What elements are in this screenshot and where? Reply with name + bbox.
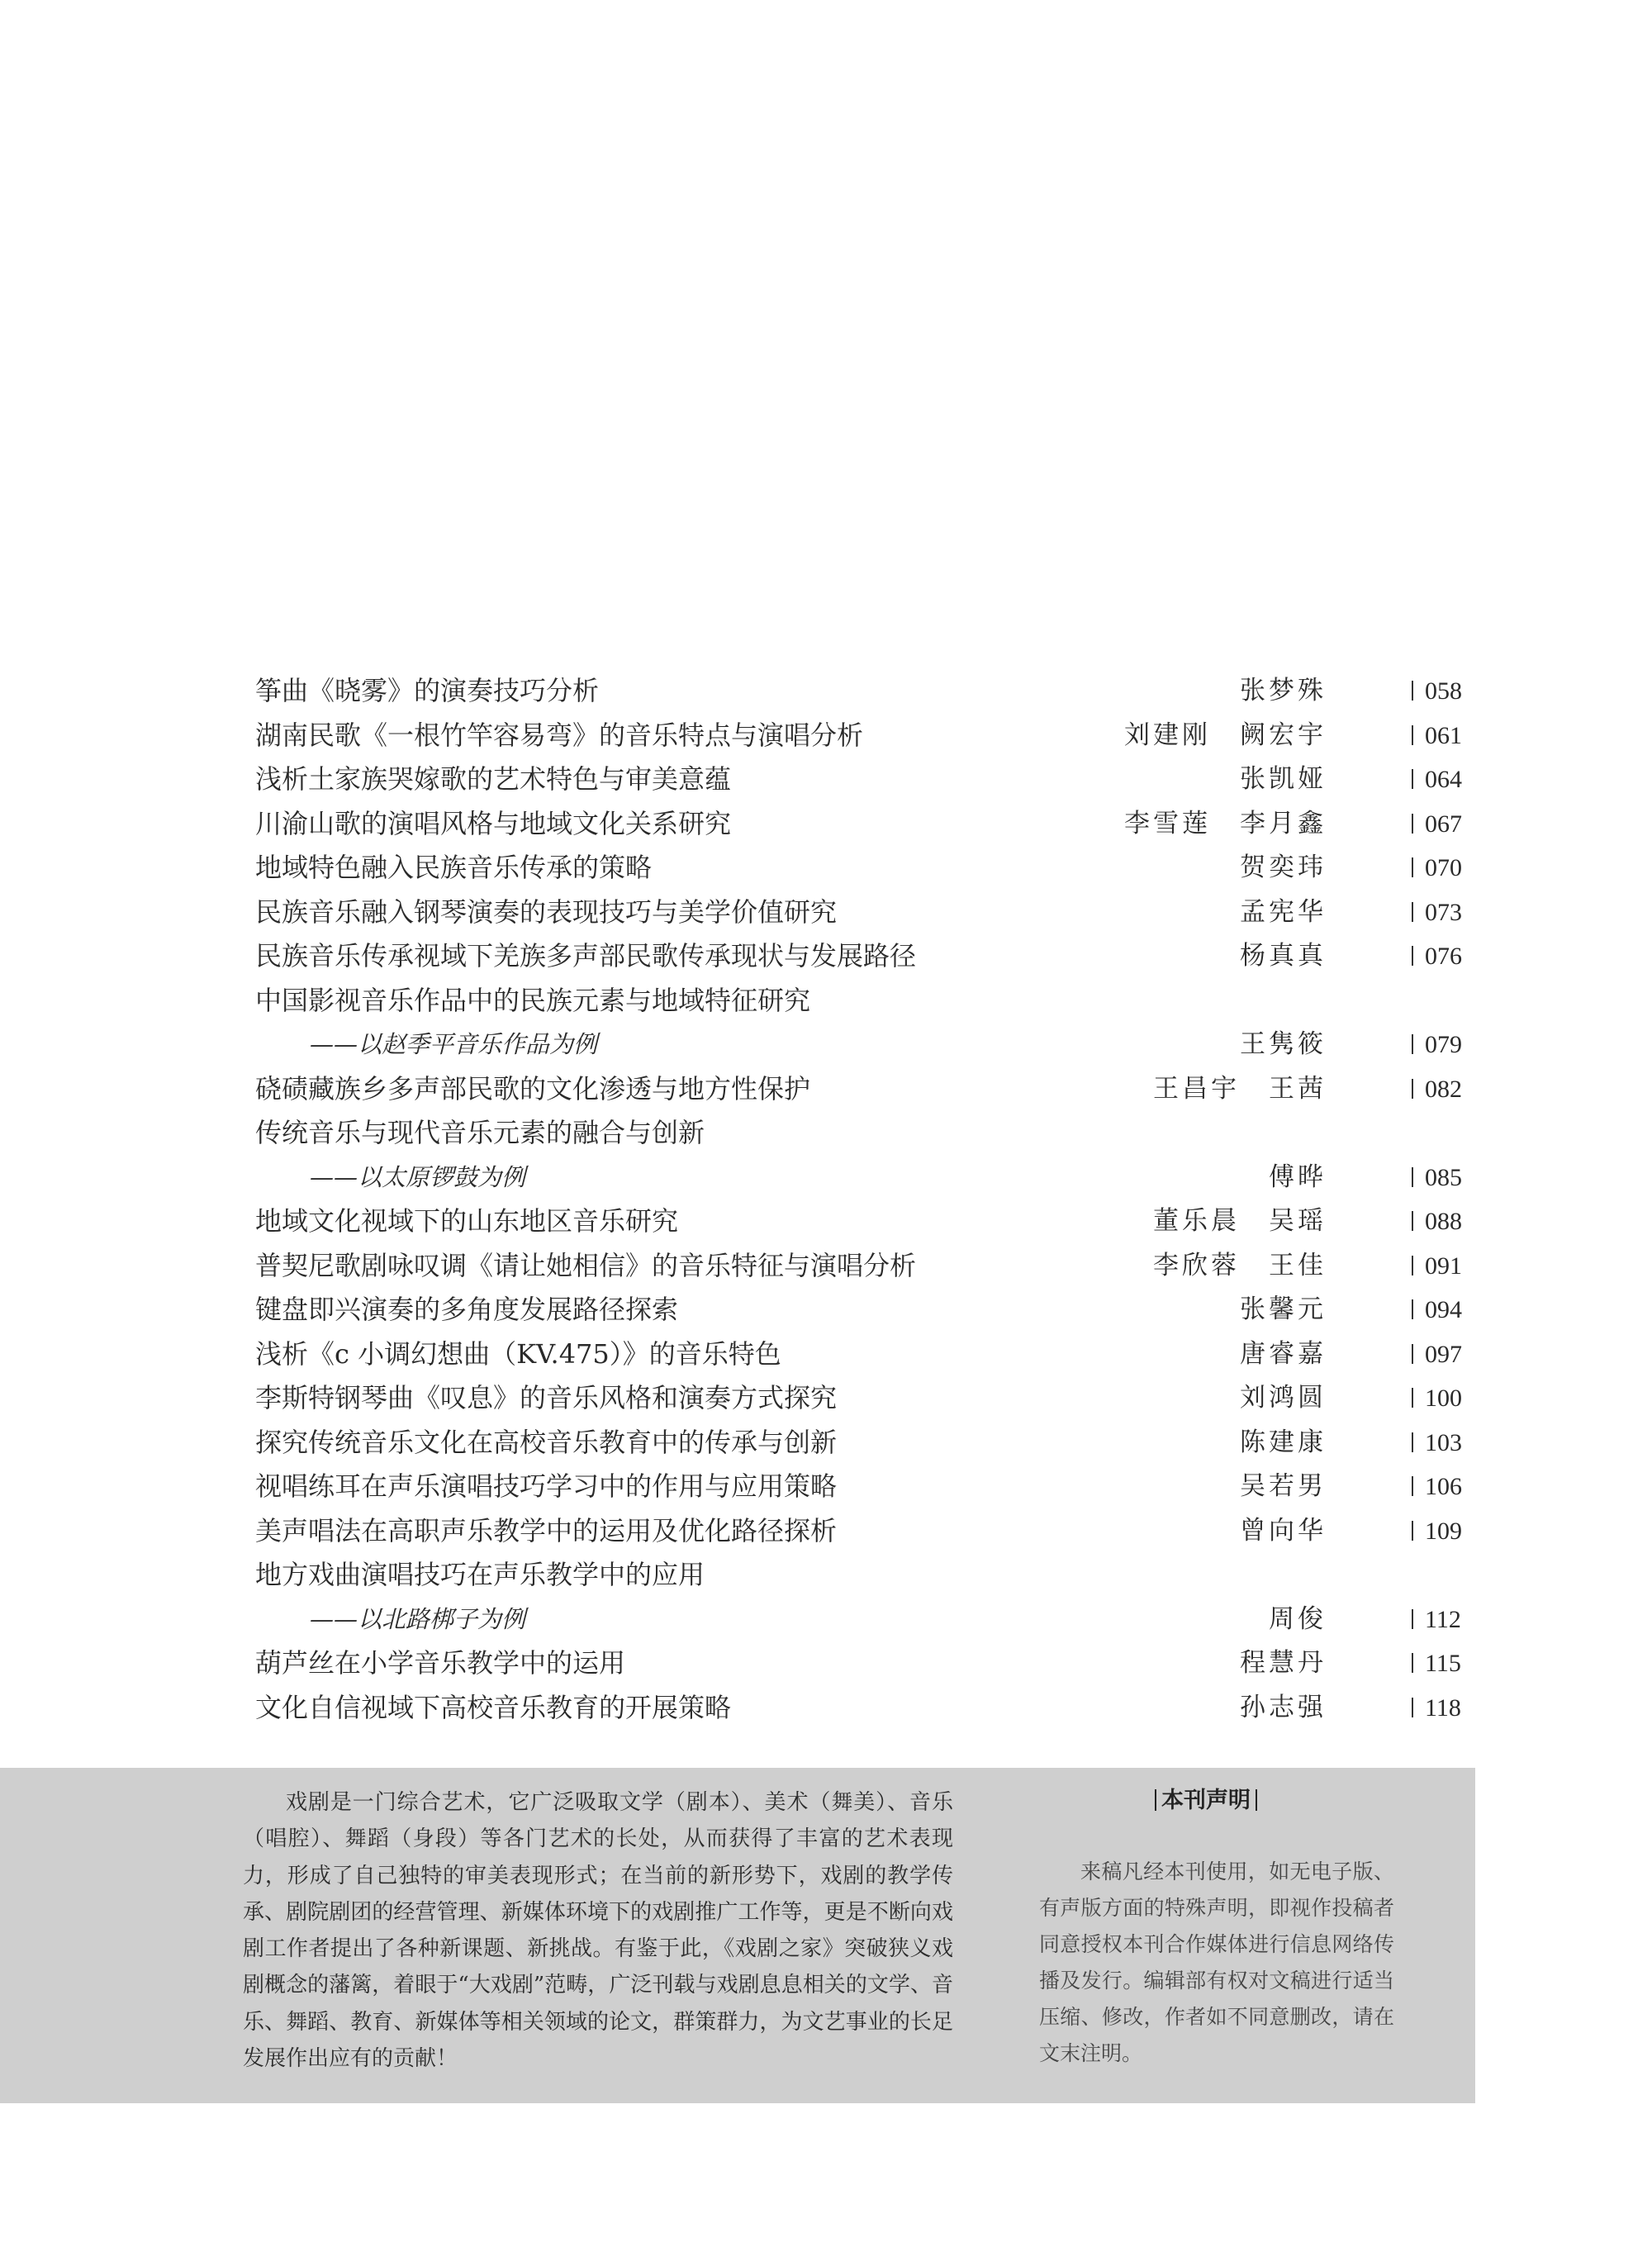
toc-title: 硗碛藏族乡多声部民歌的文化渗透与地方性保护 — [255, 1072, 811, 1104]
toc-title: 地域文化视域下的山东地区音乐研究 — [255, 1205, 679, 1237]
toc-title: 川渝山歌的演唱风格与地域文化关系研究 — [255, 807, 732, 839]
toc-title: 葫芦丝在小学音乐教学中的运用 — [255, 1647, 626, 1679]
toc-title: 文化自信视域下高校音乐教育的开展策略 — [255, 1691, 732, 1723]
toc-author: 孙志强 — [1240, 1692, 1327, 1722]
toc-title: 探究传统音乐文化在高校音乐教育中的传承与创新 — [255, 1426, 838, 1458]
toc-subtitle: ——以北路梆子为例 — [310, 1604, 526, 1633]
toc-row[interactable] — [255, 1244, 1469, 1289]
footer-panel — [0, 1768, 1475, 2103]
toc-author: 张馨元 — [1240, 1294, 1327, 1324]
toc-page-number: 100 — [1412, 1376, 1462, 1421]
toc-title: 中国影视音乐作品中的民族元素与地域特征研究 — [255, 984, 811, 1016]
toc-title: 浅析《c 小调幻想曲（KV.475）》的音乐特色 — [255, 1337, 781, 1370]
toc-author: 傅晔 — [1269, 1161, 1327, 1192]
divider-bar-right — [1256, 1789, 1257, 1811]
toc-page-number: 058 — [1412, 669, 1462, 714]
toc-row[interactable] — [255, 979, 1469, 1024]
toc-page-number: 109 — [1412, 1509, 1462, 1554]
toc-row[interactable] — [255, 802, 1469, 847]
toc-title: 视唱练耳在声乐演唱技巧学习中的作用与应用策略 — [255, 1470, 838, 1502]
toc-title: 美声唱法在高职声乐教学中的运用及优化路径探析 — [255, 1514, 838, 1546]
toc-title: 民族音乐融入钢琴演奏的表现技巧与美学价值研究 — [255, 895, 838, 928]
toc-row[interactable] — [255, 1067, 1469, 1112]
toc-page-number: 061 — [1412, 714, 1462, 758]
toc-author: 陈建康 — [1240, 1427, 1327, 1457]
toc-row[interactable] — [255, 669, 1469, 714]
divider-bar-left — [1155, 1789, 1156, 1811]
toc-title: 浅析土家族哭嫁歌的艺术特色与审美意蕴 — [255, 763, 732, 795]
toc-author: 刘建刚 阙宏宇 — [1124, 720, 1327, 750]
toc-page-number: 082 — [1412, 1067, 1462, 1112]
toc-author: 曾向华 — [1240, 1515, 1327, 1546]
toc-page-number: 067 — [1412, 802, 1462, 847]
toc-author: 董乐晨 吴瑶 — [1153, 1206, 1327, 1236]
toc-row[interactable] — [255, 1332, 1469, 1377]
toc-page-number: 091 — [1412, 1244, 1462, 1289]
notice-heading — [1032, 1783, 1379, 1819]
toc-page-number: 088 — [1412, 1199, 1462, 1244]
toc-row[interactable] — [255, 846, 1469, 891]
toc-author: 杨真真 — [1240, 941, 1327, 971]
toc-author: 刘鸿圆 — [1240, 1383, 1327, 1413]
toc-page-number: 076 — [1412, 934, 1462, 979]
toc-page-number: 106 — [1412, 1465, 1462, 1509]
toc-author: 周俊 — [1269, 1603, 1327, 1634]
toc-subtitle: ——以太原锣鼓为例 — [310, 1162, 526, 1191]
toc-author: 吴若男 — [1240, 1471, 1327, 1501]
toc-row[interactable] — [255, 1199, 1469, 1244]
toc-page-number: 070 — [1412, 846, 1462, 891]
toc-row[interactable] — [255, 1376, 1469, 1421]
toc-author: 张凯娅 — [1240, 764, 1327, 794]
toc-title: 民族音乐传承视域下羌族多声部民歌传承现状与发展路径 — [255, 940, 917, 971]
toc-row[interactable] — [255, 1509, 1469, 1554]
toc-title: 李斯特钢琴曲《叹息》的音乐风格和演奏方式探究 — [255, 1382, 838, 1413]
toc-row[interactable] — [255, 1686, 1469, 1731]
toc-subtitle: ——以赵季平音乐作品为例 — [310, 1030, 598, 1058]
toc-row[interactable] — [255, 1023, 1469, 1067]
toc-row[interactable] — [255, 1465, 1469, 1509]
toc-page-number: 094 — [1412, 1288, 1462, 1332]
toc-row[interactable] — [255, 934, 1469, 979]
toc-author: 程慧丹 — [1240, 1648, 1327, 1678]
toc-row[interactable] — [255, 1641, 1469, 1686]
toc-page-number: 085 — [1412, 1156, 1462, 1200]
toc-page-number: 112 — [1412, 1598, 1461, 1642]
toc-row[interactable] — [255, 1553, 1469, 1598]
toc-page-number: 103 — [1412, 1421, 1462, 1465]
toc-author: 张梦殊 — [1240, 676, 1327, 705]
toc-author: 王隽筱 — [1240, 1029, 1327, 1059]
toc-row[interactable] — [255, 758, 1469, 802]
toc-page-number: 115 — [1412, 1641, 1461, 1686]
notice-body-text: 来稿凡经本刊使用，如无电子版、有声版方面的特殊声明，即视作投稿者同意授权本刊合作媒体进行信息网络传播及发行。编辑部有权对文稿进行适当压缩、修改，作者如不同意删改，请在文末注明。 — [1039, 1860, 1394, 2065]
toc-author: 李雪莲 李月鑫 — [1124, 808, 1327, 838]
magazine-intro-text: 戏剧是一门综合艺术，它广泛吸取文学（剧本）、美术（舞美）、音乐（唱腔）、舞蹈（身段）等各门艺术的长处，从而获得了丰富的艺术表现力，形成了自己独特的审美表现形式；在当前的新形势下，戏剧的教学传承、剧院剧团的经营管理、新媒体环境下的戏剧推广工作等，更是不断向戏剧工作者提出了各种新课题、新挑战。有鉴于此，《戏剧之家》突破狭义戏剧概念的藩篱，着眼于“大戏剧”范畴，广泛刊载与戏剧息息相关的文学、音乐、舞蹈、教育、新媒体等相关领域的论文，群策群力，为文艺事业的长足发展作出应有的贡献！ — [243, 1790, 953, 2072]
toc-row[interactable] — [255, 714, 1469, 758]
table-of-contents — [255, 669, 1469, 1730]
toc-author: 贺奕玮 — [1240, 853, 1327, 882]
toc-row[interactable] — [255, 1288, 1469, 1332]
toc-row[interactable] — [255, 1111, 1469, 1156]
toc-title: 地域特色融入民族音乐传承的策略 — [255, 852, 653, 883]
toc-row[interactable] — [255, 1598, 1469, 1642]
toc-author: 王昌宇 王茜 — [1153, 1073, 1327, 1104]
toc-row[interactable] — [255, 1156, 1469, 1200]
toc-title: 筝曲《晓雾》的演奏技巧分析 — [255, 675, 600, 706]
toc-page-number: 079 — [1412, 1023, 1462, 1067]
toc-page-number: 064 — [1412, 758, 1462, 802]
toc-title: 传统音乐与现代音乐元素的融合与创新 — [255, 1117, 705, 1148]
toc-row[interactable] — [255, 1421, 1469, 1465]
toc-title: 键盘即兴演奏的多角度发展路径探索 — [255, 1294, 679, 1325]
toc-page-number: 073 — [1412, 891, 1462, 935]
notice-title: 本刊声明 — [1161, 1788, 1251, 1813]
toc-title: 湖南民歌《一根竹竿容易弯》的音乐特点与演唱分析 — [255, 719, 864, 751]
toc-title: 地方戏曲演唱技巧在声乐教学中的应用 — [255, 1559, 705, 1590]
toc-author: 李欣蓉 王佳 — [1153, 1250, 1327, 1280]
toc-author: 唐睿嘉 — [1240, 1338, 1327, 1369]
toc-page-number: 118 — [1412, 1686, 1461, 1731]
toc-title: 普契尼歌剧咏叹调《请让她相信》的音乐特征与演唱分析 — [255, 1249, 917, 1281]
toc-author: 孟宪华 — [1240, 896, 1327, 927]
toc-row[interactable] — [255, 891, 1469, 935]
toc-page-number: 097 — [1412, 1332, 1462, 1377]
